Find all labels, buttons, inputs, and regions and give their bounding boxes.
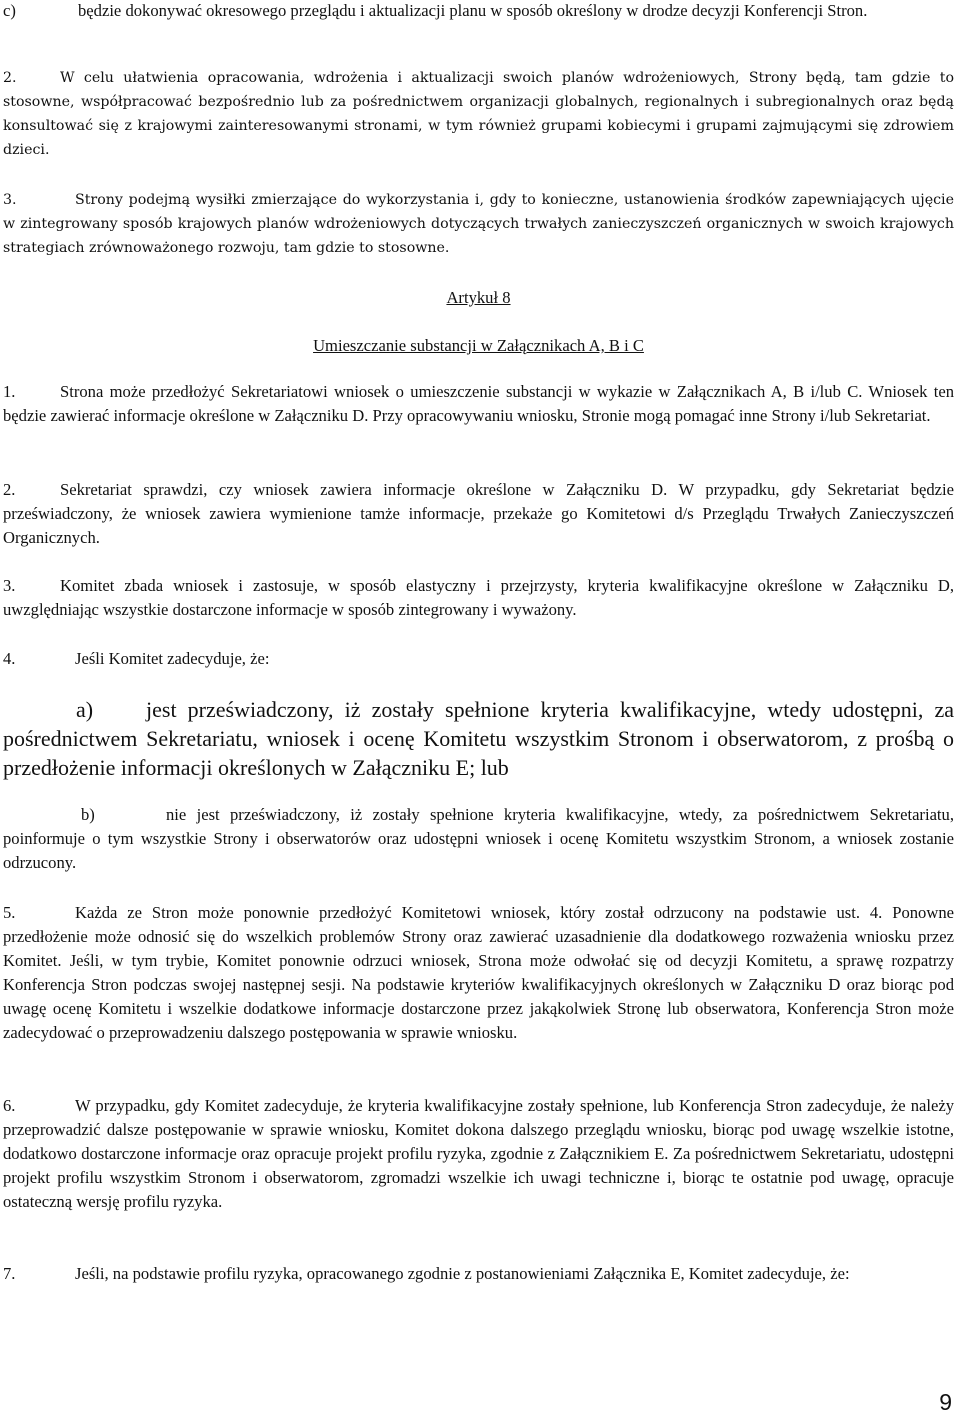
paragraph-text: Jeśli, na podstawie profilu ryzyka, opracowanego zgodnie z postanowieniami Załącznika E, Komitet zadecyduje, że: bbox=[75, 1264, 850, 1283]
paragraph-text: Jeśli Komitet zadecyduje, że: bbox=[75, 649, 270, 668]
paragraph-a3 bbox=[3, 574, 954, 622]
paragraph-a1 bbox=[3, 380, 954, 428]
item-label: b) bbox=[81, 805, 95, 824]
article-title: Artykuł 8 bbox=[446, 288, 511, 307]
paragraph-a5 bbox=[3, 901, 954, 1045]
article-subtitle: Umieszczanie substancji w Załącznikach A, B i C bbox=[313, 336, 644, 355]
item-label: a) bbox=[76, 697, 94, 722]
paragraph-a6 bbox=[3, 1094, 954, 1214]
paragraph-number: 2. bbox=[3, 70, 17, 86]
page-number: 9 bbox=[939, 1389, 952, 1415]
paragraph-2 bbox=[3, 66, 954, 162]
paragraph-text: W celu ułatwienia opracowania, wdrożenia i aktualizacji swoich planów wdrożeniowych, Strony będą, tam gdzie to stosowne, współpracować bezpośrednio lub za pośrednictwem organizacji globalnych, regionalnych i subregionalnych oraz będą konsultować się z krajowymi zainteresowanymi stronami, w tym również grupami kobiecymi i grupami zajmującymi się zdrowiem dzieci. bbox=[3, 70, 954, 158]
paragraph-number: 6. bbox=[3, 1096, 16, 1115]
paragraph-number: 3. bbox=[3, 192, 17, 208]
paragraph-a4b bbox=[3, 803, 954, 875]
paragraph-3 bbox=[3, 188, 954, 260]
paragraph-number: 5. bbox=[3, 903, 16, 922]
paragraph-text: Strona może przedłożyć Sekretariatowi wniosek o umieszczenie substancji w wykazie w Załącznikach A, B i/lub C. Wniosek ten będzie zawierać informacje określone w Załączniku D. Przy opracowywaniu wniosku, Stronie mogą pomagać inne Strony i/lub Sekretariat. bbox=[3, 382, 954, 425]
paragraph-number: 4. bbox=[3, 649, 16, 668]
paragraph-text: W przypadku, gdy Komitet zadecyduje, że kryteria kwalifikacyjne zostały spełnione, lub Konferencja Stron zadecyduje, że należy przeprowadzić dalsze postępowanie w sprawie wniosku, Komitet dokona dalszego przeglądu wniosku, biorąc pod uwagę wszelkie istotne, dodatkowo dostarczone informacje oraz opracuje projekt profilu ryzyka, zgodnie z Załącznikiem E. Za pośrednictwem Sekretariatu, udostępni projekt profilu wszystkim Stronom i obserwatorom, zgromadzi wszelkie ich uwagi techniczne i, biorąc te ostatnie pod uwagę, opracuje ostateczną wersję profilu ryzyka. bbox=[3, 1096, 954, 1211]
paragraph-c bbox=[3, 0, 954, 23]
paragraph-a2 bbox=[3, 478, 954, 550]
item-text: będzie dokonywać okresowego przeglądu i aktualizacji planu w sposób określony w drodze decyzji Konferencji Stron. bbox=[78, 1, 868, 20]
paragraph-text: Każda ze Stron może ponownie przedłożyć Komitetowi wniosek, który został odrzucony na podstawie ust. 4. Ponowne przedłożenie może odnosić się do wszelkich problemów Strony oraz zawierać uzasadnienie dla dodatkowego rozważenia wniosku przez Komitet. Jeśli, w tym trybie, Komitet ponownie odrzuci wniosek, Strona może odwołać się od decyzji Komitetu, a sprawę rozpatrzy Konferencja Stron podczas swojej następnej sesji. Na podstawie kryteriów kwalifikacyjnych określonych w Załączniku D oraz biorąc pod uwagę ocenę Komitetu i wszelkie dodatkowe informacje dostarczone przez jakąkolwiek Stronę lub obserwatora, Konferencja Stron może zadecydować o przeprowadzeniu dalszego postępowania w sprawie wniosku. bbox=[3, 903, 954, 1042]
paragraph-text: Komitet zbada wniosek i zastosuje, w sposób elastyczny i przejrzysty, kryteria kwalifikacyjne określone w Załączniku D, uwzględniając wszystkie dostarczone informacje w sposób zintegrowany i wyważony. bbox=[3, 576, 954, 619]
item-label: c) bbox=[3, 1, 16, 20]
paragraph-a4 bbox=[3, 647, 954, 671]
paragraph-text: Strony podejmą wysiłki zmierzające do wykorzystania i, gdy to konieczne, ustanowienia środków zapewniających ujęcie w zintegrowany sposób krajowych planów wdrożeniowych dotyczących trwałych zanieczyszczeń organicznych w swoich krajowych strategiach zrównoważonego rozwoju, tam gdzie to stosowne. bbox=[3, 192, 954, 256]
item-text: jest przeświadczony, iż zostały spełnione kryteria kwalifikacyjne, wtedy udostępni, za pośrednictwem Sekretariatu, wniosek i ocenę Komitetu wszystkim Stronom i obserwatorom, z prośbą o przedłożenie informacji określonych w Załączniku E; lub bbox=[3, 697, 954, 780]
paragraph-number: 3. bbox=[3, 576, 16, 595]
paragraph-text: Sekretariat sprawdzi, czy wniosek zawiera informacje określone w Załączniku D. W przypadku, gdy Sekretariat będzie przeświadczony, że wniosek zawiera wymienione tamże informacje, przekaże go Komitetowi d/s Przeglądu Trwałych Zanieczyszczeń Organicznych. bbox=[3, 480, 954, 547]
paragraph-a4a bbox=[3, 695, 954, 782]
paragraph-number: 7. bbox=[3, 1264, 16, 1283]
paragraph-number: 1. bbox=[3, 382, 16, 401]
paragraph-a7 bbox=[3, 1262, 954, 1286]
paragraph-number: 2. bbox=[3, 480, 16, 499]
item-text: nie jest przeświadczony, iż zostały spełnione kryteria kwalifikacyjne, wtedy, za pośrednictwem Sekretariatu, poinformuje o tym wszystkie Strony i obserwatorów oraz udostępni wniosek i ocenę Komitetu wszystkim Stronom, a wniosek zostanie odrzucony. bbox=[3, 805, 954, 872]
